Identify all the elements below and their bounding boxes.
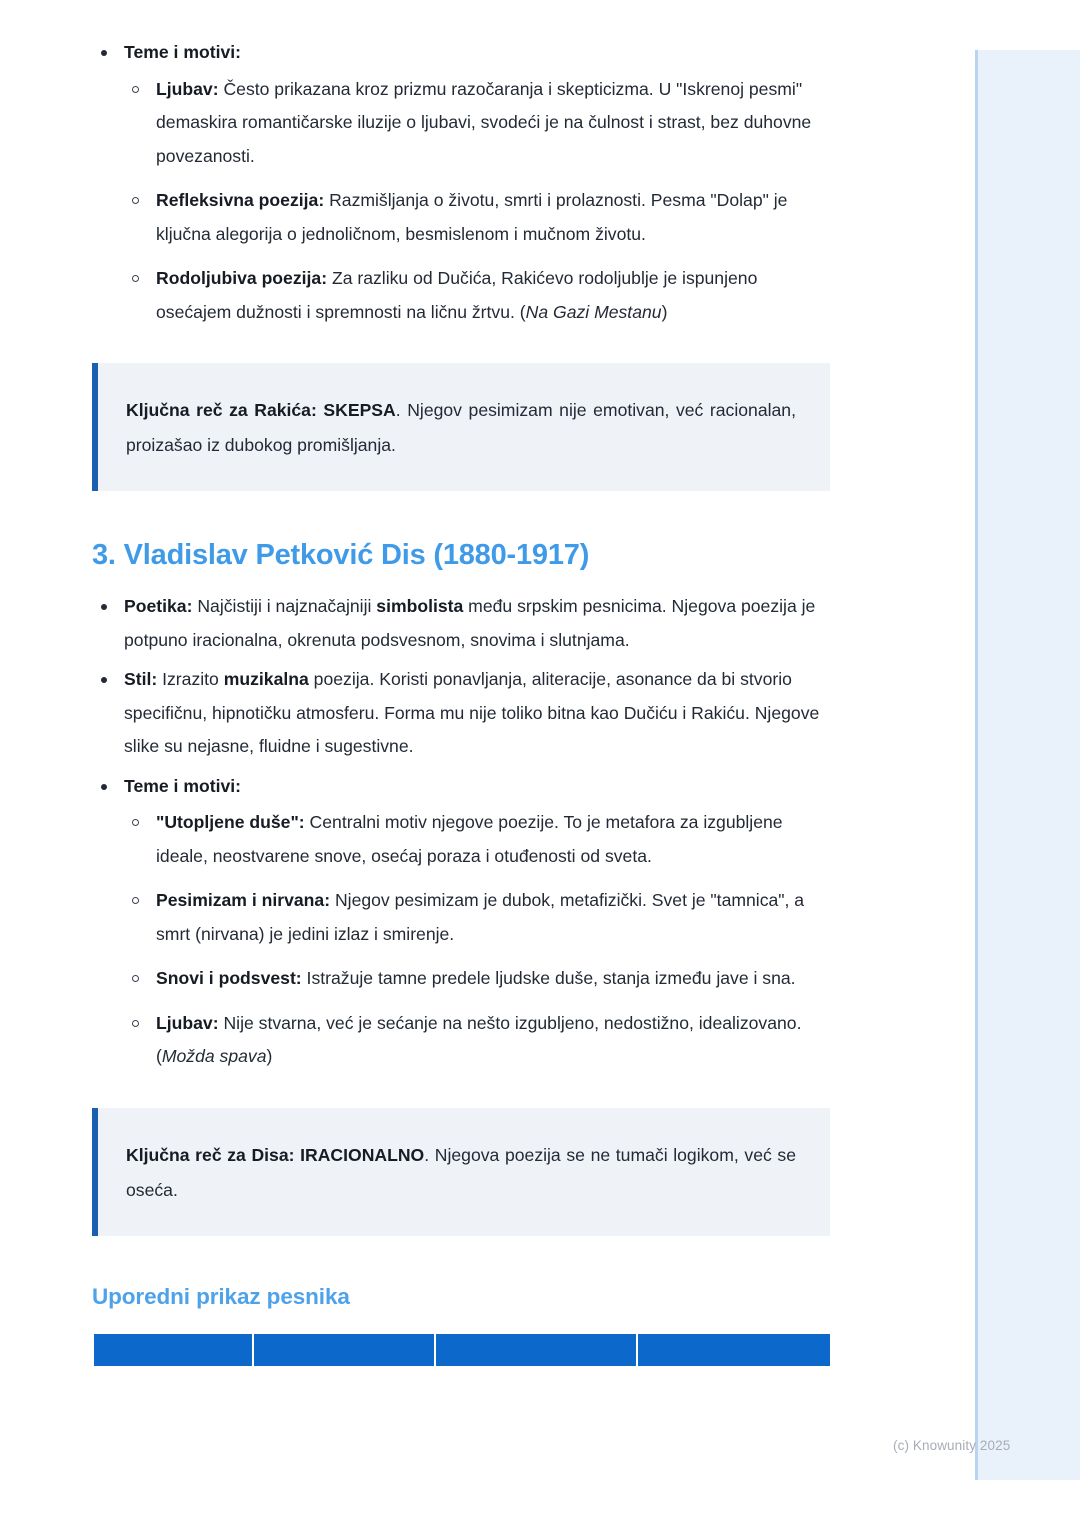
term-label: Ljubav: <box>156 1012 219 1033</box>
term-text: poezija. Koristi ponavljanja, aliteracije, asonance da bi stvorio specifičnu, hipnotičku atmosferu. Forma mu nije toliko bitna kao Dučiću i Rakiću. Njegove slike su nejasne, fluidne i sugestivne. <box>124 669 820 756</box>
work-title: Na Gazi Mestanu <box>525 301 662 322</box>
term-label: Ljubav: <box>156 78 219 99</box>
callout-text: . Njegov pesimizam nije emotivan, već racionalan, proizašao iz dubokog promišljanja. <box>126 400 796 455</box>
table-header-row <box>94 1334 830 1366</box>
rakic-themes-list <box>92 36 830 329</box>
term-text: Izrazito <box>157 669 224 689</box>
term-text: među srpskim pesnicima. Njegova poezija je potpuno iracionalna, okrenuta podsvesnom, snovima i slutnjama. <box>124 596 816 650</box>
term-text: Istražuje tamne predele ljudske duše, stanja između jave i sna. <box>301 968 796 988</box>
callout-bold-lead: Ključna reč za Disa: IRACIONALNO <box>126 1144 425 1165</box>
term-text: Za razliku od Dučića, Rakićevo rodoljublje je ispunjeno osećajem dužnosti i spremnosti na ličnu žrtvu. ( <box>156 268 758 322</box>
subsection-heading-comparison: Uporedni prikaz pesnika <box>92 1283 350 1309</box>
list-item <box>124 262 830 329</box>
dis-themes-heading: Teme i motivi: <box>124 775 241 796</box>
comparison-table <box>92 1334 830 1366</box>
callout-text: . Njegova poezija se ne tumači logikom, već se oseća. <box>126 1144 796 1200</box>
list-item <box>92 590 830 657</box>
term-text-after: ) <box>266 1046 273 1066</box>
dis-themes-sublist <box>124 806 830 1074</box>
term-label: Pesimizam i nirvana: <box>156 890 331 910</box>
table-column-header <box>254 1334 434 1366</box>
rakic-themes-heading: Teme i motivi: <box>124 42 241 62</box>
list-item <box>124 73 830 174</box>
comparison-table-wrapper <box>92 1334 830 1368</box>
table-column-header <box>94 1334 252 1366</box>
emphasis-word: muzikalna <box>223 669 309 689</box>
emphasis-word: simbolista <box>376 596 464 616</box>
term-label: Poetika: <box>124 596 193 616</box>
term-text: Njegov pesimizam je dubok, metafizički. Svet je "tamnica", a smrt (nirvana) je jedini izlaz i smirenje. <box>156 890 805 944</box>
callout-bold-lead: Ključna reč za Rakića: SKEPSA <box>126 400 396 420</box>
term-label: Stil: <box>124 669 158 689</box>
section-heading-dis: 3. Vladislav Petković Dis (1880-1917) <box>92 539 590 571</box>
table-column-header <box>436 1334 636 1366</box>
term-text-after: ) <box>661 301 668 322</box>
dis-keyword-callout <box>92 1108 830 1236</box>
list-item <box>124 806 830 873</box>
list-item <box>124 884 830 951</box>
right-side-panel <box>975 50 1080 1480</box>
term-label: Snovi i podsvest: <box>156 968 302 988</box>
dis-main-list <box>92 590 830 1074</box>
list-item <box>92 663 830 764</box>
rakic-keyword-callout <box>92 363 830 491</box>
list-item <box>124 962 830 996</box>
list-item <box>124 1007 830 1074</box>
table-column-header <box>638 1334 830 1366</box>
term-text: Često prikazana kroz prizmu razočaranja i skepticizma. U "Iskrenoj pesmi" demaskira romantičarske iluzije o ljubavi, svodeći je na čulnost i strast, bez duhovne povezanosti. <box>156 78 812 166</box>
rakic-themes-sublist <box>124 73 830 330</box>
term-label: Refleksivna poezija: <box>156 190 325 210</box>
page-content <box>92 36 830 1368</box>
copyright-watermark: (c) Knowunity 2025 <box>893 1438 1011 1453</box>
term-text: Najčistiji i najznačajniji <box>192 596 377 616</box>
term-label: "Utopljene duše": <box>156 812 305 832</box>
table-head <box>94 1334 830 1366</box>
list-item <box>124 184 830 251</box>
list-item <box>92 36 830 329</box>
term-text: Centralni motiv njegove poezije. To je metafora za izgubljene ideale, neostvarene snove, osećaj poraza i otuđenosti od sveta. <box>156 812 783 866</box>
work-title: Možda spava <box>161 1046 267 1066</box>
term-text: Razmišljanja o životu, smrti i prolaznosti. Pesma "Dolap" je ključna alegorija o jednoličnom, besmislenom i mučnom životu. <box>156 190 788 244</box>
term-label: Rodoljubiva poezija: <box>156 268 328 288</box>
term-text: Nije stvarna, već je sećanje na nešto izgubljeno, nedostižno, idealizovano. ( <box>156 1012 802 1066</box>
list-item <box>92 770 830 1074</box>
